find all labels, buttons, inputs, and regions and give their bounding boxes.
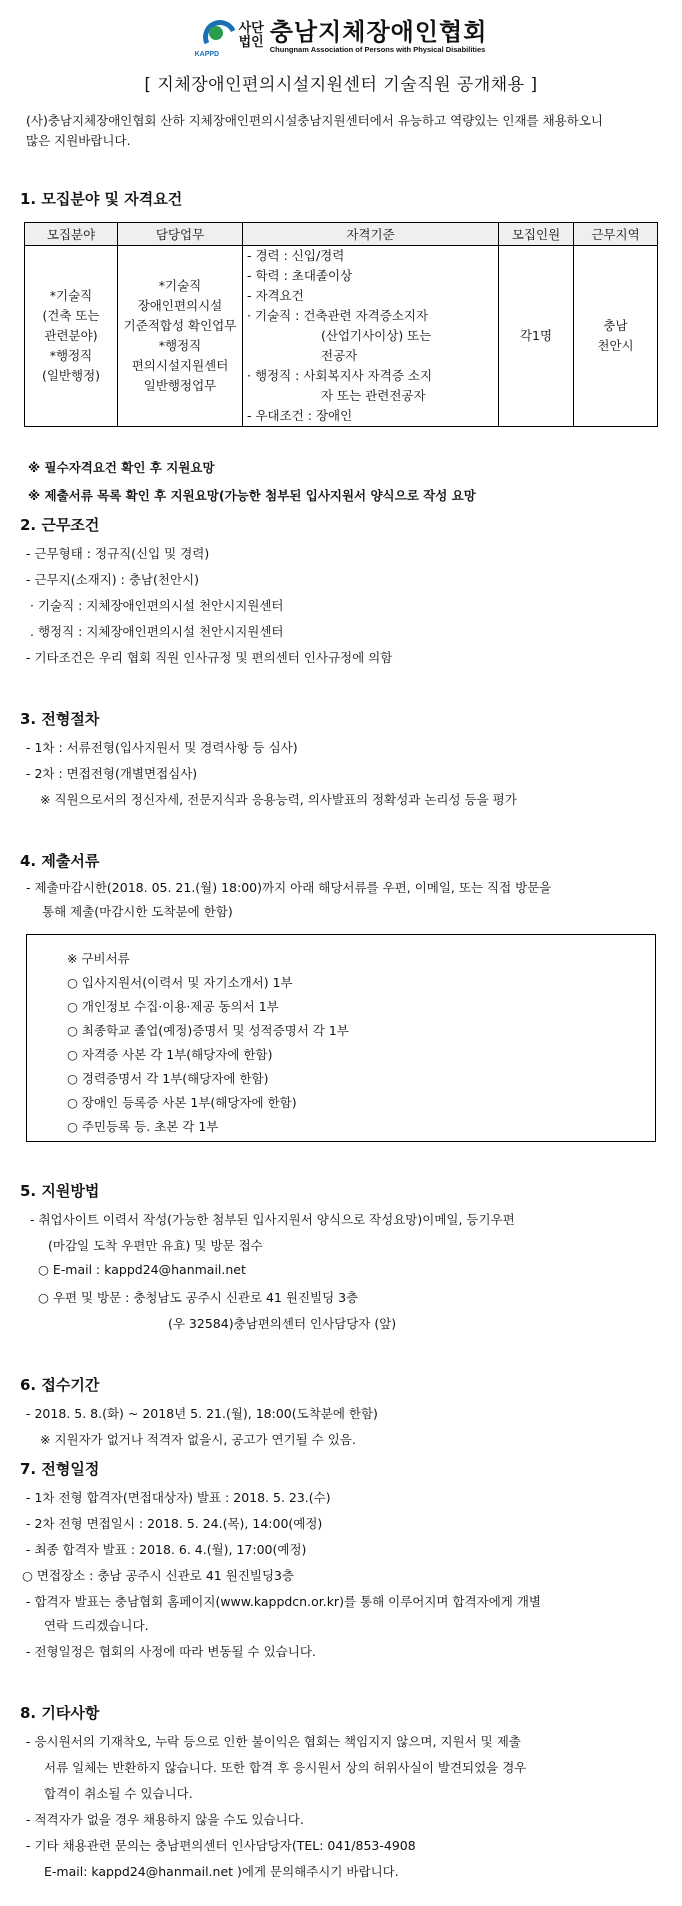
- text-line: 합격이 취소될 수 있습니다.: [44, 1786, 193, 1801]
- table-header: 모집분야: [25, 223, 118, 246]
- recruitment-notice: [0, 8, 682, 1906]
- cell-line: *행정직: [158, 338, 202, 353]
- text-line: - 적격자가 없을 경우 채용하지 않을 수도 있습니다.: [26, 1812, 304, 1827]
- cell-line: *기술직: [158, 278, 202, 293]
- text-line: - 제출마감시한(2018. 05. 21.(월) 18:00)까지 아래 해당서류를 우편, 이메일, 또는 직접 방문을: [26, 880, 552, 895]
- section-heading: 5. 지원방법: [20, 1182, 100, 1200]
- header: [0, 8, 682, 64]
- cell-line: 장애인편의시설: [137, 298, 223, 313]
- text-line: - 2차 전형 면접일시 : 2018. 5. 24.(목), 14:00(예정): [26, 1516, 323, 1531]
- text-line: - 기타조건은 우리 협회 직원 인사규정 및 편의센터 인사규정에 의함: [26, 650, 393, 665]
- field-cell: [25, 246, 118, 427]
- text-line: · 기술직 : 지체장애인편의시설 천안시지원센터: [30, 598, 284, 613]
- text-line: - 최종 합격자 발표 : 2018. 6. 4.(월), 17:00(예정): [26, 1542, 307, 1557]
- section-heading: 3. 전형절차: [20, 710, 100, 728]
- address-line: ○ 우편 및 방문 : 충청남도 공주시 신관로 41 원진빌딩 3층: [38, 1290, 359, 1305]
- box-line: ○ 최종학교 졸업(예정)증명서 및 성적증명서 각 1부: [67, 1023, 349, 1038]
- section-heading: 7. 전형일정: [20, 1460, 100, 1478]
- cell-line: · 기술직 : 건축관련 자격증소지자: [247, 308, 429, 323]
- box-line: ○ 자격증 사본 각 1부(해당자에 한함): [67, 1047, 273, 1062]
- cell-line: 자 또는 관련전공자: [321, 388, 426, 403]
- intro: [26, 111, 656, 151]
- cell-line: - 학력 : 초대졸이상: [247, 268, 353, 283]
- table-header: 자격기준: [243, 223, 499, 246]
- table-row: [25, 246, 658, 427]
- section-heading: 2. 근무조건: [20, 516, 100, 534]
- box-line: ○ 개인정보 수집·이용·제공 동의서 1부: [67, 999, 279, 1014]
- qualification-cell: [243, 246, 499, 427]
- cell-line: 편의시설지원센터: [131, 358, 229, 373]
- cell-line: - 자격요건: [247, 288, 304, 303]
- region-cell: [574, 246, 658, 427]
- section-heading: 4. 제출서류: [20, 852, 100, 870]
- box-line: ○ 장애인 등록증 사본 1부(해당자에 한함): [67, 1095, 297, 1110]
- text-line: - 근무지(소재지) : 충남(천안시): [26, 572, 199, 587]
- section-heading: 8. 기타사항: [20, 1704, 100, 1722]
- note: ※ 필수자격요건 확인 후 지원요망: [28, 460, 215, 475]
- cell-line: · 행정직 : 사회복지사 자격증 소지: [247, 368, 433, 383]
- logo-corp-line: 사단: [238, 21, 264, 36]
- text-line: - 근무형태 : 정규직(신입 및 경력): [26, 546, 210, 561]
- cell-line: 기준적합성 확인업무: [123, 318, 237, 333]
- text-line: - 1차 : 서류전형(입사지원서 및 경력사항 등 심사): [26, 740, 298, 755]
- text-line: - 취업사이트 이력서 작성(가능한 첨부된 입사지원서 양식으로 작성요망)이메일, 등기우편: [30, 1212, 515, 1227]
- text-line: - 2차 : 면접전형(개별면접심사): [26, 766, 198, 781]
- email-line: ○ E-mail : kappd24@hanmail.net: [38, 1262, 246, 1277]
- text-line: - 2018. 5. 8.(화) ~ 2018년 5. 21.(월), 18:00(도착분에 한함): [26, 1406, 378, 1421]
- table-header: 모집인원: [499, 223, 574, 246]
- box-line: ○ 경력증명서 각 1부(해당자에 한함): [67, 1071, 269, 1086]
- section-heading: 1. 모집분야 및 자격요건: [20, 190, 183, 208]
- text-line: - 기타 채용관련 문의는 충남편의센터 인사담당자(TEL: 041/853-4908: [26, 1838, 416, 1853]
- cell-line: 전공자: [321, 348, 358, 363]
- cell-line: - 우대조건 : 장애인: [247, 408, 353, 423]
- note: ※ 제출서류 목록 확인 후 지원요망(가능한 첨부된 입사지원서 양식으로 작성 요망: [28, 488, 476, 503]
- box-line: ○ 입사지원서(이력서 및 자기소개서) 1부: [67, 975, 293, 990]
- requirements-table: [24, 222, 658, 427]
- text-line: . 행정직 : 지체장애인편의시설 천안시지원센터: [30, 624, 284, 639]
- count-cell: 각1명: [499, 246, 574, 427]
- text-line: 연락 드리겠습니다.: [44, 1618, 149, 1633]
- cell-line: 일반행정업무: [143, 378, 217, 393]
- text-line: (마감일 도착 우편만 유효) 및 방문 접수: [48, 1238, 263, 1253]
- logo-swirl-icon: [195, 16, 235, 56]
- text-line: E-mail: kappd24@hanmail.net )에게 문의해주시기 바랍니다.: [44, 1864, 399, 1879]
- cell-line: *기술직: [49, 288, 93, 303]
- text-line: 통해 제출(마감시한 도착분에 한함): [42, 904, 233, 919]
- text-line: ※ 직원으로서의 정신자세, 전문지식과 응용능력, 의사발표의 정확성과 논리성 등을 평가: [40, 792, 517, 807]
- box-line: ※ 구비서류: [67, 951, 130, 966]
- box-line: ○ 주민등록 등. 초본 각 1부: [67, 1119, 219, 1134]
- text-line: ※ 지원자가 없거나 적격자 없을시, 공고가 연기될 수 있음.: [40, 1432, 356, 1447]
- text-line: - 합격자 발표는 충남협회 홈페이지(www.kappdcn.or.kr)를 통해 이루어지며 합격자에게 개별: [26, 1594, 541, 1609]
- table-header: 근무지역: [574, 223, 658, 246]
- table-header: 담당업무: [118, 223, 243, 246]
- required-documents-box: [26, 934, 656, 1142]
- cell-line: (일반행정): [41, 368, 101, 383]
- text-line: - 1차 전형 합격자(면접대상자) 발표 : 2018. 5. 23.(수): [26, 1490, 331, 1505]
- text-line: 서류 일체는 반환하지 않습니다. 또한 합격 후 응시원서 상의 허위사실이 발견되었을 경우: [44, 1760, 527, 1775]
- cell-line: - 경력 : 신입/경력: [247, 248, 345, 263]
- section-heading: 6. 접수기간: [20, 1376, 100, 1394]
- intro-line: (사)충남지체장애인협회 산하 지체장애인편의시설충남지원센터에서 유능하고 역량있는 인재를 채용하오니: [26, 113, 603, 128]
- logo-name: 충남지체장애인협회: [269, 16, 488, 46]
- text-line: - 전형일정은 협회의 사정에 따라 변동될 수 있습니다.: [26, 1644, 316, 1659]
- page-title: [ 지체장애인편의시설지원센터 기술직원 공개채용 ]: [144, 75, 538, 95]
- logo-corp: [239, 22, 264, 50]
- table-header-row: [25, 223, 658, 246]
- text-line: ○ 면접장소 : 충남 공주시 신관로 41 원진빌딩3층: [22, 1568, 295, 1583]
- address-line: (우 32584)충남편의센터 인사담당자 (앞): [168, 1316, 397, 1331]
- cell-line: 천안시: [597, 338, 634, 353]
- cell-line: 충남: [603, 318, 628, 333]
- association-logo: [195, 16, 488, 56]
- cell-line: *행정직: [49, 348, 93, 363]
- logo-corp-line: 법인: [238, 35, 264, 50]
- intro-line: 많은 지원바랍니다.: [26, 133, 131, 148]
- cell-line: (건축 또는: [42, 308, 100, 323]
- cell-line: (산업기사이상) 또는: [321, 328, 432, 343]
- duty-cell: [118, 246, 243, 427]
- text-line: - 응시원서의 기재착오, 누락 등으로 인한 불이익은 협회는 책임지지 않으며, 지원서 및 제출: [26, 1734, 521, 1749]
- cell-line: 관련분야): [44, 328, 98, 343]
- logo-subtitle: Chungnam Association of Persons with Physical Disabilities: [269, 44, 486, 54]
- logo-mark-text: KAPPD: [194, 51, 220, 58]
